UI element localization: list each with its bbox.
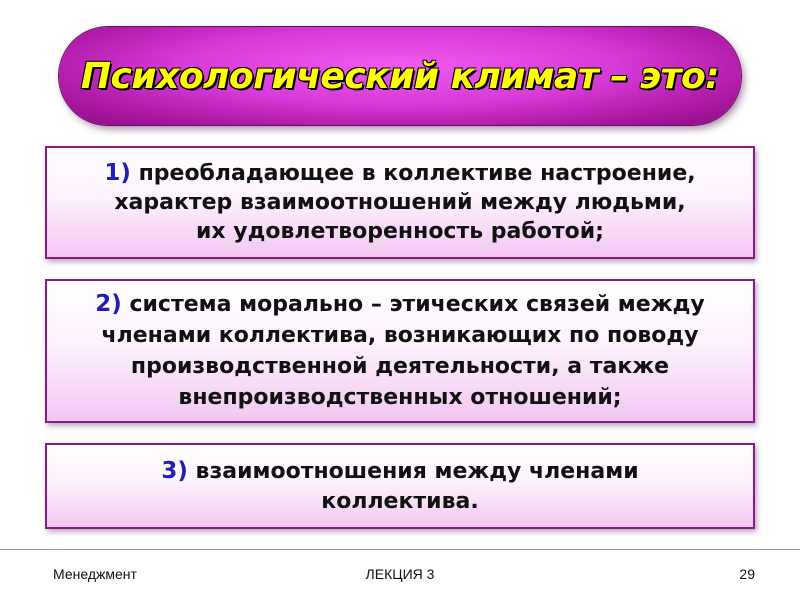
definition-2-line-3: производственной деятельности, а также <box>130 354 670 379</box>
definition-text-1 <box>104 159 695 246</box>
definition-text-2 <box>95 289 704 413</box>
title-banner <box>59 27 741 125</box>
definition-box-3 <box>45 443 755 529</box>
definition-2-line-1: 2) система морально – этических связей между <box>95 291 705 317</box>
definition-1-line-1: 1) преобладающее в коллективе настроение, <box>104 160 696 186</box>
footer-lecture-label: ЛЕКЦИЯ 3 <box>365 566 435 582</box>
definition-3-line-1: 3) взаимоотношения между членами <box>161 457 639 484</box>
definition-box-2 <box>45 279 755 423</box>
definition-3-number: 3) <box>161 457 188 484</box>
footer-course-name: Менеджмент <box>53 566 137 582</box>
definition-text-3 <box>161 456 638 517</box>
slide-title: Психологический климат – это: <box>80 55 720 97</box>
definition-box-1 <box>45 146 755 259</box>
definition-1-line-2: характер взаимоотношений между людьми, <box>114 190 686 215</box>
definition-2-number: 2) <box>95 291 122 317</box>
footer-divider <box>0 549 800 550</box>
definition-2-line-2: членами коллектива, возникающих по поводу <box>101 323 699 348</box>
definition-1-line-3: их удовлетворенность работой; <box>196 219 604 244</box>
definition-2-line-4: внепроизводственных отношений; <box>178 385 622 410</box>
definition-3-line-2: коллектива. <box>321 488 479 514</box>
definition-1-number: 1) <box>104 160 131 186</box>
footer-page-number: 29 <box>739 566 755 582</box>
